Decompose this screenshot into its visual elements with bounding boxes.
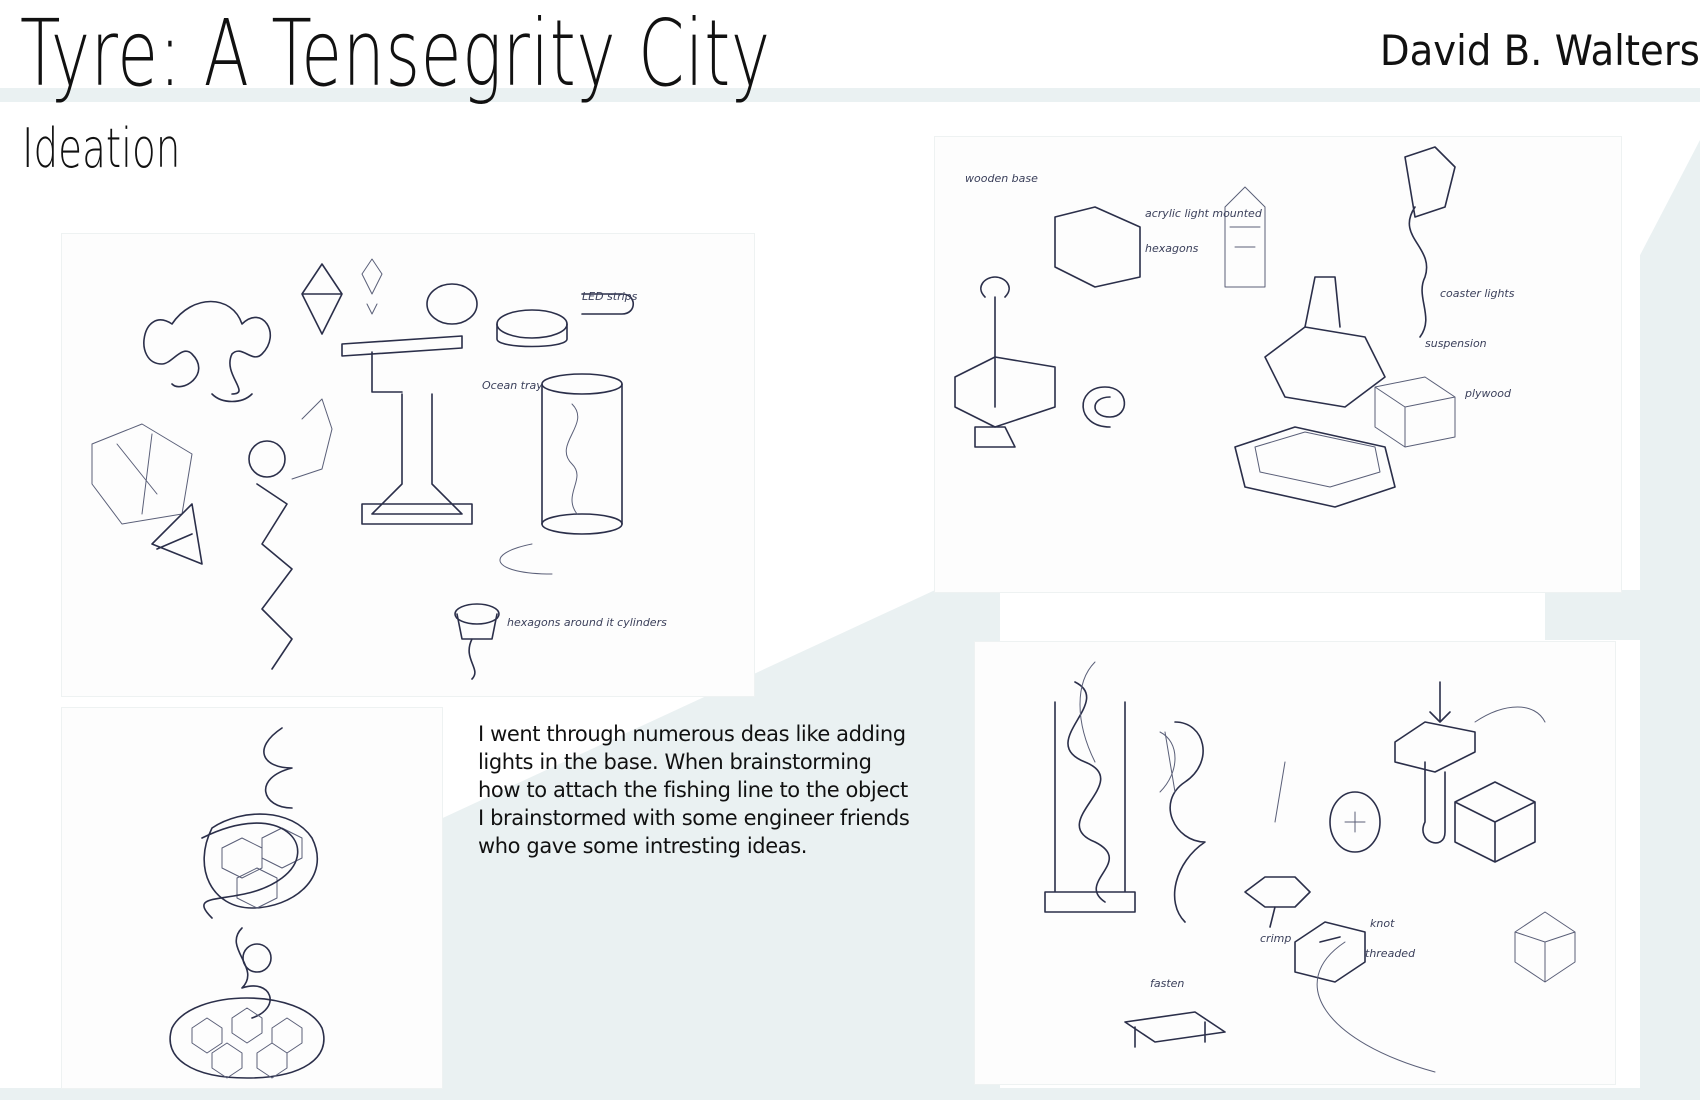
sketch-drawing-bottom-left: [62, 708, 442, 1088]
svg-text:knot: knot: [1370, 917, 1395, 930]
background-strip-bottom: [0, 1088, 1700, 1100]
sketch-top-left: [62, 234, 754, 696]
sketch-drawing-bottom-right: [975, 642, 1615, 1084]
author-name: David B. Walters: [1379, 26, 1700, 75]
svg-text:Ocean tray: Ocean tray: [482, 379, 543, 392]
svg-text:fasten: fasten: [1150, 977, 1185, 990]
sketch-bottom-right: [975, 642, 1615, 1084]
svg-text:acrylic light mounted: acrylic light mounted: [1145, 207, 1262, 220]
sketch-drawing-top-left: [62, 234, 754, 696]
sketch-bottom-left: [62, 708, 442, 1088]
page-title: Tyre: A Tensegrity City: [20, 0, 771, 107]
background-strip-right: [1545, 590, 1645, 640]
svg-text:coaster lights: coaster lights: [1440, 287, 1515, 300]
sketch-top-right: [935, 137, 1621, 592]
svg-text:crimp: crimp: [1260, 932, 1292, 945]
svg-text:threaded: threaded: [1365, 947, 1416, 960]
svg-text:plywood: plywood: [1465, 387, 1511, 400]
svg-text:hexagons: hexagons: [1145, 242, 1199, 255]
svg-text:wooden base: wooden base: [965, 172, 1038, 185]
sketch-drawing-top-right: [935, 137, 1621, 592]
svg-text:LED strips: LED strips: [582, 290, 638, 303]
page-subtitle: Ideation: [22, 117, 181, 180]
svg-text:hexagons around it cylinders: hexagons around it cylinders: [507, 616, 667, 629]
svg-text:suspension: suspension: [1425, 337, 1487, 350]
background-panel-right: [1640, 140, 1700, 1100]
ideation-description: I went through numerous deas like adding lights in the base. When brainstorming how to attach the fishing line to the object I brainstormed with some engineer friends who gave some intresting ideas.: [478, 722, 910, 858]
